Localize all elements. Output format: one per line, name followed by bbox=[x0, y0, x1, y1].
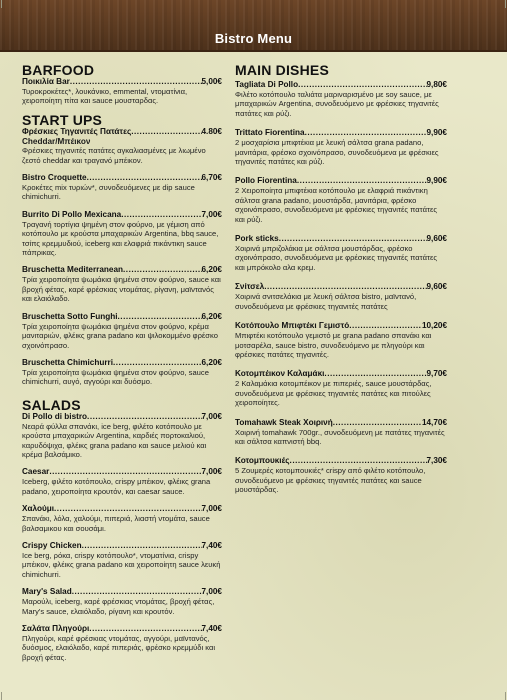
item-price: 7,30€ bbox=[426, 456, 447, 466]
item-description: 2 Καλαμάκια κοτομπέικον με πιπεριές, sauce μουστάρδας, συνοδευόμενα με φρέσκιες τηγανιτές πατάτες και πιτούλες χειροποίητες. bbox=[235, 379, 432, 408]
item-price: 7,40€ bbox=[201, 540, 222, 550]
menu-item bbox=[22, 173, 222, 202]
item-name: Di Pollo di bistro bbox=[22, 411, 88, 421]
item-name: Κοτομπέικον Καλαμάκι bbox=[235, 369, 325, 379]
menu-item bbox=[22, 312, 222, 350]
item-price: 5,00€ bbox=[201, 77, 222, 86]
menu-item bbox=[22, 587, 222, 616]
item-price: 6,20€ bbox=[201, 311, 222, 321]
item-name: Κοτόπουλο Μπιφτέκι Γεμιστό bbox=[235, 321, 350, 331]
item-name: Χαλούμι bbox=[22, 504, 54, 514]
item-price: 7,40€ bbox=[201, 624, 222, 633]
menu-item bbox=[235, 321, 447, 359]
item-name: Bruschetta Mediterranean bbox=[22, 265, 124, 275]
item-subname: Cheddar/Μπέικον bbox=[22, 136, 91, 146]
menu-item bbox=[22, 77, 222, 106]
item-name: Pork sticks bbox=[235, 234, 279, 244]
menu-item bbox=[235, 176, 447, 224]
crop-mark bbox=[1, 0, 2, 8]
item-price: 9,60€ bbox=[426, 234, 447, 244]
menu-item bbox=[235, 128, 447, 166]
item-description: Τρία χειροποίητα ψωμάκια ψημένα στον φούρνο, κρέμα μανιταριών, φλέικς grana padano και ψιλοκομμένο φρέσκο σχοινόπρασο. bbox=[22, 321, 218, 350]
item-name: Κοτομπουκιές bbox=[235, 456, 290, 466]
menu-item bbox=[22, 127, 222, 165]
item-description: 5 Ζουμερές κοτομπουκιές* crispy από φιλέτο κοτόπουλο, συνοδευόμενο με φρέσκιες τηγανιτές πατάτες και sauce μουστάρδας. bbox=[235, 466, 426, 495]
item-description: Μαρούλι, iceberg, καρέ φρέσκιας ντομάτας, βροχή φέτας, Mary's sauce, ελαιόλαδο, ρίγανη και κρουτόν. bbox=[22, 597, 215, 616]
left-column bbox=[22, 64, 222, 670]
item-price: 14,70€ bbox=[421, 417, 447, 427]
menu-item bbox=[235, 282, 447, 311]
item-name: Ποικιλία Bar bbox=[22, 77, 70, 86]
item-description: Ice berg, ρόκα, crispy κοτόπουλο*, ντοματίνια, crispy μπέικον, φλέικς grana padano και χειροποίητη sauce λευκή chimichurri. bbox=[22, 550, 221, 579]
menu-item bbox=[22, 624, 222, 662]
item-price: 9,70€ bbox=[426, 369, 447, 379]
menu-item bbox=[235, 418, 447, 447]
item-description: Μπιφτέκι κοτόπουλο γεμιστό με grana padano σπανάκι και μοτσαρέλα, sauce bistro, συνοδευόμενο με πληγούρι και φρέσκιες πατάτες τηγανιτές. bbox=[235, 331, 432, 359]
menu-item bbox=[235, 234, 447, 272]
menu-item bbox=[22, 358, 222, 387]
item-name: Φρέσκιες Τηγανιτές Πατάτες bbox=[22, 126, 132, 136]
menu-item bbox=[22, 541, 222, 579]
menu-item bbox=[22, 504, 222, 533]
item-price: 7,00€ bbox=[201, 587, 222, 597]
item-name: Mary's Salad bbox=[22, 587, 72, 597]
menu-item bbox=[235, 456, 447, 494]
item-price: 6,20€ bbox=[201, 357, 222, 367]
item-price: 9,90€ bbox=[426, 176, 447, 186]
menu-item bbox=[22, 412, 222, 460]
item-price: 6,70€ bbox=[201, 173, 222, 183]
menu-item bbox=[22, 210, 222, 258]
item-description: Πληγούρι, καρέ φρέσκιας ντομάτας, αγγούρι, μαϊντανός, δυόσμος, ελαιόλαδο, καρέ πιπεριάς, φρέσκο κρεμμύδι και βροχή φέτας. bbox=[22, 634, 216, 662]
item-name: Σαλάτα Πληγούρι bbox=[22, 624, 90, 633]
item-price: 7,00€ bbox=[201, 504, 222, 514]
item-description: Τρία χειροποίητα ψωμάκια ψημένα στον φούρνο, sauce και βροχή φέτας, καρέ φρέσκιας ντομάτας, ρίγανη, μαϊντανός και ελαιόλαδο. bbox=[22, 275, 221, 304]
item-name: Trittato Fiorentina bbox=[235, 128, 305, 138]
item-price: 7,00€ bbox=[201, 209, 222, 219]
crop-mark bbox=[505, 0, 506, 8]
item-description: 2 Χειροποίητα μπιφτέκια κοτόπουλο με ελαφριά πικάντικη σάλτσα grana padano, μουστάρδα, μανιτάρια, φρέσκο σχοινόπρασο, συνοδευόμενα με φρέσκιες τηγανιτές πατάτες και ρύζι. bbox=[235, 186, 437, 224]
menu-item bbox=[235, 369, 447, 407]
item-price: 10,20€ bbox=[421, 321, 447, 331]
section-title-salads: SALADS bbox=[22, 396, 81, 413]
item-price: 9,80€ bbox=[426, 80, 447, 89]
section-title-barfood: BARFOOD bbox=[22, 62, 95, 78]
item-description: 2 μοσχαρίσια μπιφτέκια με λευκή σάλτσα grana padano, μανιτάρια, φρέσκο σχοινόπρασο, συνοδευόμενα με φρέσκιες τηγανιτές πατάτες και ρύζι. bbox=[235, 138, 439, 167]
menu-item bbox=[235, 80, 447, 118]
item-name: Tagliata Di Pollo bbox=[235, 80, 299, 89]
item-name: Caesar bbox=[22, 467, 50, 477]
crop-mark bbox=[1, 692, 2, 700]
crop-mark bbox=[505, 692, 506, 700]
item-price: 7,00€ bbox=[201, 467, 222, 477]
item-description: Κροκέτες mix τυριών*, συνοδευόμενες με dip sauce chimichurri. bbox=[22, 183, 195, 202]
item-price: 4.80€ bbox=[201, 126, 222, 136]
item-description: Φιλέτο κοτόπουλο ταλιάτα μαριναρισμένο με soy sauce, με μπαχαρικών Argentina, συνοδευόμενο με φρέσκιες τηγανιτές πατάτες και ρύζι. bbox=[235, 90, 439, 118]
item-description: Χοιρινά μπριζολάκια με σάλτσα μουστάρδας, φρέσκο σχοινόπρασο, συνοδευόμενα με φρέσκιες τηγανιτές πατάτες και μπρόκολο αλα κρεμ. bbox=[235, 244, 437, 272]
menu-title: Bistro Menu bbox=[214, 31, 293, 46]
item-description: Iceberg, φιλέτο κοτόπουλο, crispy μπέικον, φλέικς grana padano, χειροποίητα κρουτόν, και caesar sauce. bbox=[22, 477, 211, 496]
item-name: Bruschetta Chimichurri bbox=[22, 357, 113, 367]
item-name: Tomahawk Steak Χοιρινή bbox=[235, 417, 333, 427]
item-price: 9,60€ bbox=[426, 282, 447, 292]
right-column bbox=[235, 64, 447, 505]
item-name: Bruschetta Sotto Funghi bbox=[22, 311, 118, 321]
item-name: Burrito Di Pollo Mexicana bbox=[22, 209, 122, 219]
item-name: Σνίτσελ bbox=[235, 282, 265, 292]
item-description: Σπανάκι, λόλα, χαλούμι, πιπεριά, λιαστή ντομάτα, sauce βαλσαμικου και σουσάμι. bbox=[22, 514, 210, 533]
item-description: Νεαρά φύλλα σπανάκι, ice berg, φιλέτο κοτόπουλο με κρούστα μπαχαρικών Argentina, καρδιές πορτοκαλιού, καρυδόψιχα, φλέικς grana padano και sauce μελιού και κρέμα βαλσάμικο. bbox=[22, 421, 207, 459]
item-description: Φρέσκιες τηγανιτές πατάτες αγκαλιασμένες με λιωμένο ζεστό cheddar και τραγανό μπέικον. bbox=[22, 146, 206, 165]
section-title-start-ups: START UPS bbox=[22, 111, 103, 128]
item-name: Crispy Chicken bbox=[22, 540, 82, 550]
item-description: Τραγανή τορτίγια ψημένη στον φούρνο, με γέμιση από κοτόπουλο με κρούστα μπαχαρικών Argentina, bbq sauce, τσίπς κρεμμυδιού, iceberg και ελαφριά πικάντικη sauce πάπρικας. bbox=[22, 219, 219, 258]
item-description: Χοιρινά σνιτσελάκια με λευκή σάλτσα bistro, μαϊντανό, συνοδευόμενα με φρέσκιες τηγανιτές πατάτες bbox=[235, 292, 417, 311]
item-name: Pollo Fiorentina bbox=[235, 176, 297, 186]
item-price: 7,00€ bbox=[201, 411, 222, 421]
item-price: 9,90€ bbox=[426, 128, 447, 138]
item-name: Bistro Croquette bbox=[22, 173, 87, 183]
item-description: Χοιρινή tomahawk 700gr., συνοδευόμενη με πατάτες τηγανιτές και σάλτσα καπνιστή bbq. bbox=[235, 427, 445, 446]
section-title-main-dishes: MAIN DISHES bbox=[235, 62, 329, 78]
menu-header bbox=[0, 0, 507, 52]
menu-item bbox=[22, 265, 222, 303]
item-description: Τρία χειροποίητα ψωμάκια ψημένα στον φούρνο, sauce chimichurri, αυγό, αγγούρι και δυόσμο. bbox=[22, 367, 209, 387]
item-price: 6,20€ bbox=[201, 265, 222, 275]
menu-item bbox=[22, 467, 222, 496]
item-description: Τυροκροκέτες*, λουκάνικο, emmental, ντοματίνια, χειροποίητη πίτα και sauce μουσταρδας. bbox=[22, 87, 188, 106]
